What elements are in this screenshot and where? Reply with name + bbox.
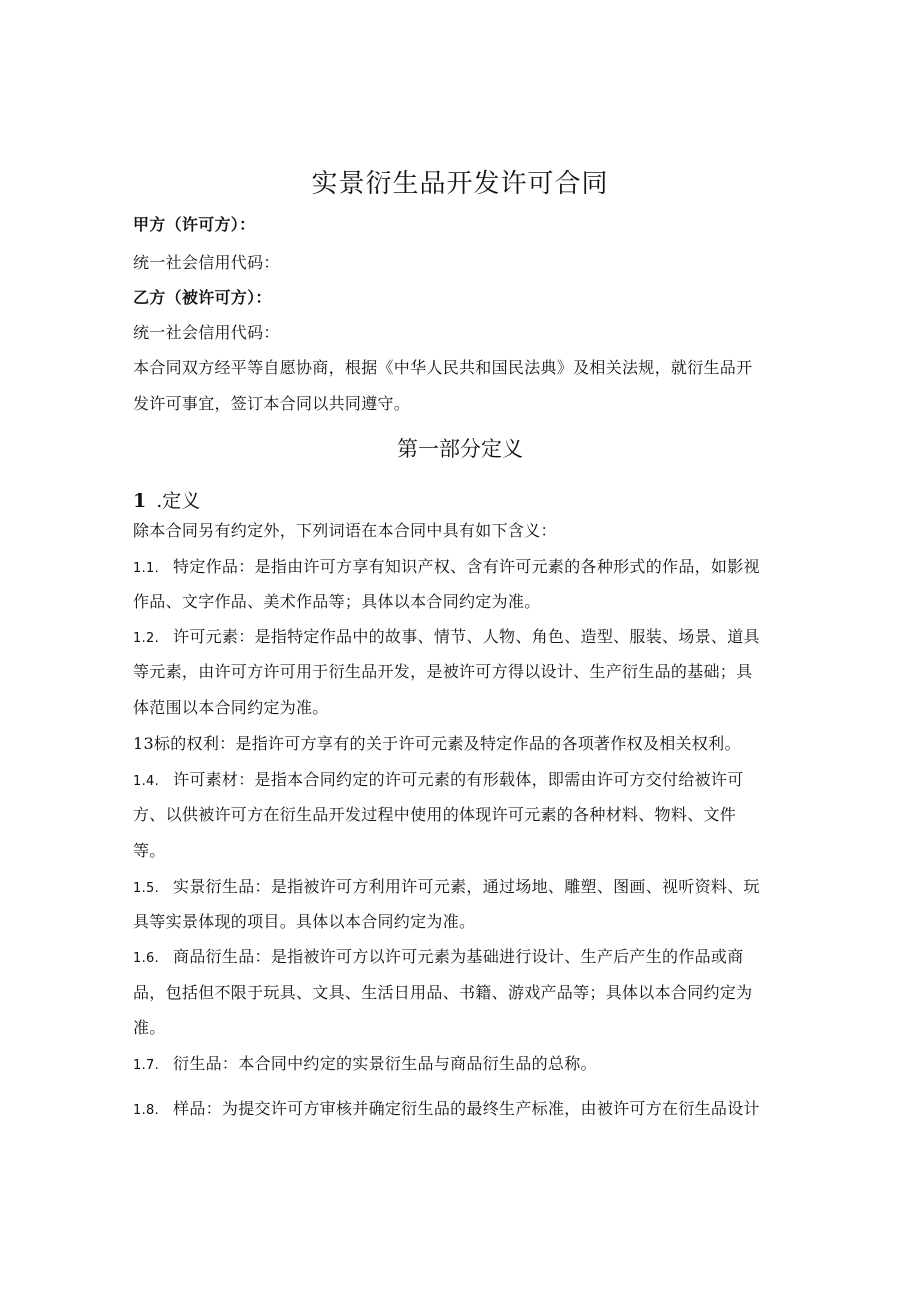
clause-line: 等元素，由许可方许可用于衍生品开发，是被许可方得以设计、生产衍生品的基础；具 <box>133 662 753 681</box>
clause-line: 准。 <box>133 1018 166 1037</box>
clause-number: 1.1. <box>133 561 160 576</box>
clause-number: 1.6. <box>133 951 160 966</box>
clause-line: 1.1. 特定作品：是指由许可方享有知识产权、含有许可元素的各种形式的作品，如影视 <box>133 557 760 576</box>
clause-number: 1.8. <box>133 1103 160 1118</box>
party-b-credit-code: 统一社会信用代码： <box>133 323 280 342</box>
clause-line: 等。 <box>133 841 166 860</box>
clause-number: 1.2. <box>133 631 160 646</box>
preamble-line: 发许可事宜，签订本合同以共同遵守。 <box>133 394 411 413</box>
clause-line: 作品、文字作品、美术作品等；具体以本合同约定为准。 <box>133 592 541 611</box>
clause-line: 方、以供被许可方在衍生品开发过程中使用的体现许可元素的各种材料、物料、文件 <box>133 805 737 824</box>
part-one-title: 第一部分定义 <box>397 437 523 461</box>
clause-number: 1.5. <box>133 881 160 896</box>
clause-line: 1.2. 许可元素：是指特定作品中的故事、情节、人物、角色、造型、服装、场景、道具 <box>133 627 760 646</box>
clause-line: 1.5. 实景衍生品：是指被许可方利用许可元素，通过场地、雕塑、图画、视听资料、玩 <box>133 877 760 896</box>
clause-line: 13标的权利：是指许可方享有的关于许可元素及特定作品的各项著作权及相关权利。 <box>133 734 741 753</box>
clause-line: 1.6. 商品衍生品：是指被许可方以许可元素为基础进行设计、生产后产生的作品或商 <box>133 947 744 966</box>
clause-line: 品，包括但不限于玩具、文具、生活日用品、书籍、游戏产品等；具体以本合同约定为 <box>133 983 753 1002</box>
definition-heading-label: .定义 <box>156 490 201 512</box>
party-b-label: 乙方（被许可方）： <box>133 288 272 307</box>
definition-heading-number: 1 <box>133 490 147 512</box>
contract-title: 实景衍生品开发许可合同 <box>311 169 609 199</box>
clause-line: 1.8. 样品：为提交许可方审核并确定衍生品的最终生产标准，由被许可方在衍生品设计 <box>133 1099 760 1118</box>
clause-number: 1.7. <box>133 1058 160 1073</box>
party-a-label: 甲方（许可方）： <box>133 215 256 234</box>
party-a-credit-code: 统一社会信用代码： <box>133 253 280 272</box>
definition-intro: 除本合同另有约定外，下列词语在本合同中具有如下含义： <box>133 521 557 540</box>
clause-number: 1.4. <box>133 774 160 789</box>
definition-heading <box>133 486 200 513</box>
clause-line: 1.4. 许可素材：是指本合同约定的许可元素的有形载体，即需由许可方交付给被许可 <box>133 770 744 789</box>
clause-line: 1.7. 衍生品：本合同中约定的实景衍生品与商品衍生品的总称。 <box>133 1054 597 1073</box>
clause-line: 具等实景体现的项目。具体以本合同约定为准。 <box>133 912 476 931</box>
preamble-line: 本合同双方经平等自愿协商，根据《中华人民共和国民法典》及相关法规，就衍生品开 <box>133 358 753 377</box>
clause-line: 体范围以本合同约定为准。 <box>133 698 329 717</box>
